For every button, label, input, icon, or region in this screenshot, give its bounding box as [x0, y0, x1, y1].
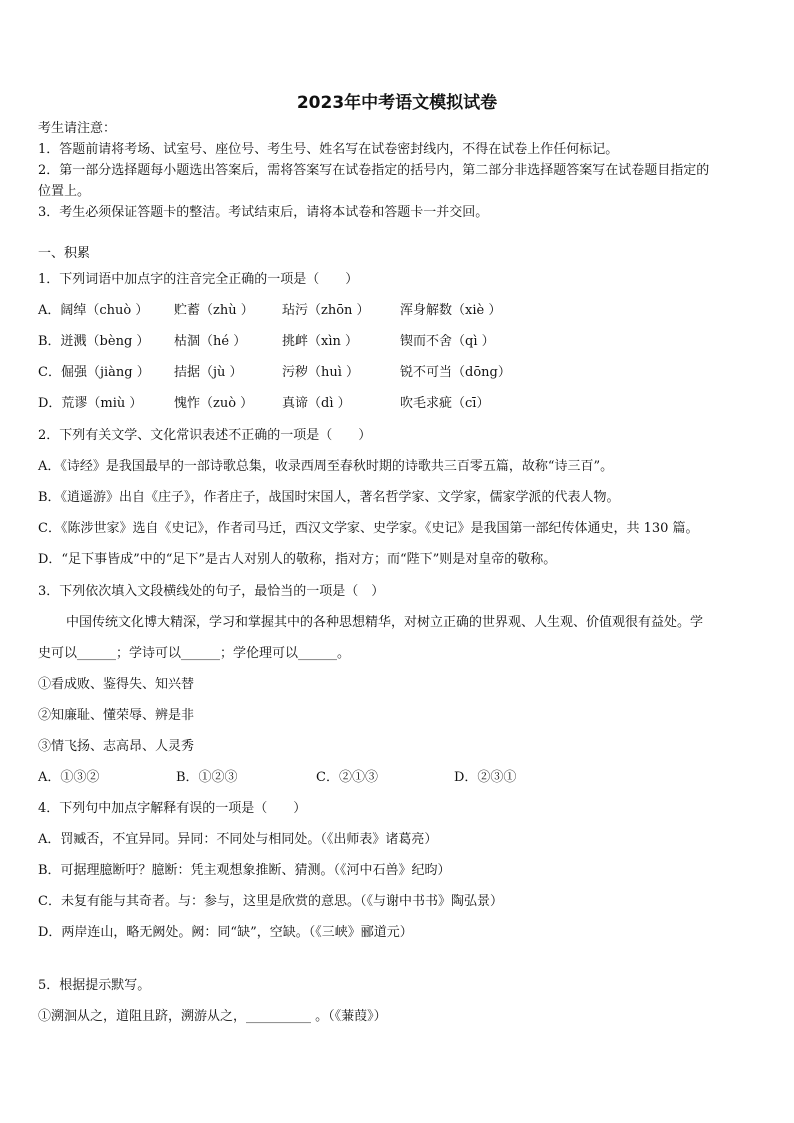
- q1-option-c-word4: 锐不可当（dōng）: [400, 365, 511, 380]
- question-1-stem: 1．下列词语中加点字的注音完全正确的一项是（ ）: [38, 272, 359, 287]
- question-3-stem: 3．下列依次填入文段横线处的句子，最恰当的一项是（ ）: [38, 584, 385, 599]
- q1-option-c-word2: 拮据（jù ）: [174, 365, 243, 380]
- q1-option-c-word3: 污秽（huì ）: [282, 365, 360, 380]
- q3-choice-c: C．②①③: [316, 770, 378, 785]
- q1-option-a-word3: 玷污（zhōn ）: [282, 303, 370, 318]
- q1-option-d-word4: 吹毛求疵（cī）: [400, 396, 490, 411]
- notice-head: 考生请注意：: [38, 121, 117, 136]
- q2-option-a: A．《诗经》是我国最早的一部诗歌总集，收录西周至春秋时期的诗歌共三百零五篇，故称“诗三百”。: [38, 459, 614, 474]
- notice-item: 1．答题前请将考场、试室号、座位号、考生号、姓名写在试卷密封线内，不得在试卷上作任何标记。: [38, 142, 619, 157]
- q2-option-b: B．《逍遥游》出自《庄子》，作者庄子，战国时宋国人，著名哲学家、文学家，儒家学派的代表人物。: [38, 490, 620, 505]
- q3-item-1: ①看成败、鉴得失、知兴替: [38, 677, 195, 692]
- question-4-stem: 4．下列句中加点字解释有误的一项是（ ）: [38, 801, 307, 816]
- q1-option-d-word3: 真谛（dì ）: [282, 396, 351, 411]
- q3-choice-b: B．①②③: [176, 770, 238, 785]
- q1-option-a-word2: 贮蓄（zhù ）: [174, 303, 254, 318]
- q1-option-b-word2: 枯涸（hé ）: [174, 334, 247, 349]
- q1-option-d-word2: 愧怍（zuò ）: [174, 396, 254, 411]
- q4-option-d: D．两岸连山，略无阙处。阙：同“缺”，空缺。（《三峡》郦道元）: [38, 925, 413, 940]
- q4-option-c: C．未复有能与其奇者。与：参与，这里是欣赏的意思。（《与谢中书书》陶弘景）: [38, 894, 503, 909]
- notice-item: 2．第一部分选择题每小题选出答案后，需将答案写在试卷指定的括号内，第二部分非选择题答案写在试卷题目指定的: [38, 163, 710, 178]
- question-2-stem: 2．下列有关文学、文化常识表述不正确的一项是（ ）: [38, 428, 372, 443]
- q1-option-a-word4: 浑身解数（xiè ）: [400, 303, 502, 318]
- q3-choice-d: D．②③①: [454, 770, 517, 785]
- page-title: 2023年中考语文模拟试卷: [296, 93, 498, 113]
- q5-line-1: ①溯洄从之，道阻且跻，溯游从之，__________ 。（《蒹葭》）: [38, 1009, 387, 1024]
- q3-item-3: ③情飞扬、志高昂、人灵秀: [38, 739, 195, 754]
- q2-option-d: D．“足下事皆成”中的“足下”是古人对别人的敬称，指对方；而“陛下”则是对皇帝的敬称。: [38, 552, 557, 567]
- q1-option-a-word1: A．阔绰（chuò ）: [38, 303, 149, 318]
- q1-option-d-word1: D．荒谬（miù ）: [38, 396, 143, 411]
- q3-passage-cont: 史可以______；学诗可以______；学伦理可以______。: [38, 646, 351, 661]
- notice-item: 位置上。: [38, 184, 91, 199]
- q2-option-c: C．《陈涉世家》选自《史记》，作者司马迁，西汉文学家、史学家。《史记》是我国第一部纪传体通史，共 130 篇。: [38, 521, 699, 536]
- q3-passage: 中国传统文化博大精深，学习和掌握其中的各种思想精华，对树立正确的世界观、人生观、价值观很有益处。学: [66, 615, 704, 630]
- notice-item: 3．考生必须保证答题卡的整洁。考试结束后，请将本试卷和答题卡一并交回。: [38, 205, 489, 220]
- q4-option-a: A．罚臧否，不宜异同。异同：不同处与相同处。（《出师表》诸葛亮）: [38, 832, 438, 847]
- section-heading: 一、积累: [38, 246, 91, 261]
- q1-option-b-word1: B．迸溅（bèng ）: [38, 334, 150, 349]
- q1-option-b-word3: 挑衅（xìn ）: [282, 334, 358, 349]
- q3-choice-a: A．①③②: [38, 770, 100, 785]
- q4-option-b: B．可据理臆断吁？臆断：凭主观想象推断、猜测。（《河中石兽》纪昀）: [38, 863, 451, 878]
- q1-option-b-word4: 锲而不舍（qì ）: [400, 334, 495, 349]
- q1-option-c-word1: C．倔强（jiàng ）: [38, 365, 150, 380]
- q3-item-2: ②知廉耻、懂荣辱、辨是非: [38, 708, 195, 723]
- question-5-stem: 5．根据提示默写。: [38, 978, 151, 993]
